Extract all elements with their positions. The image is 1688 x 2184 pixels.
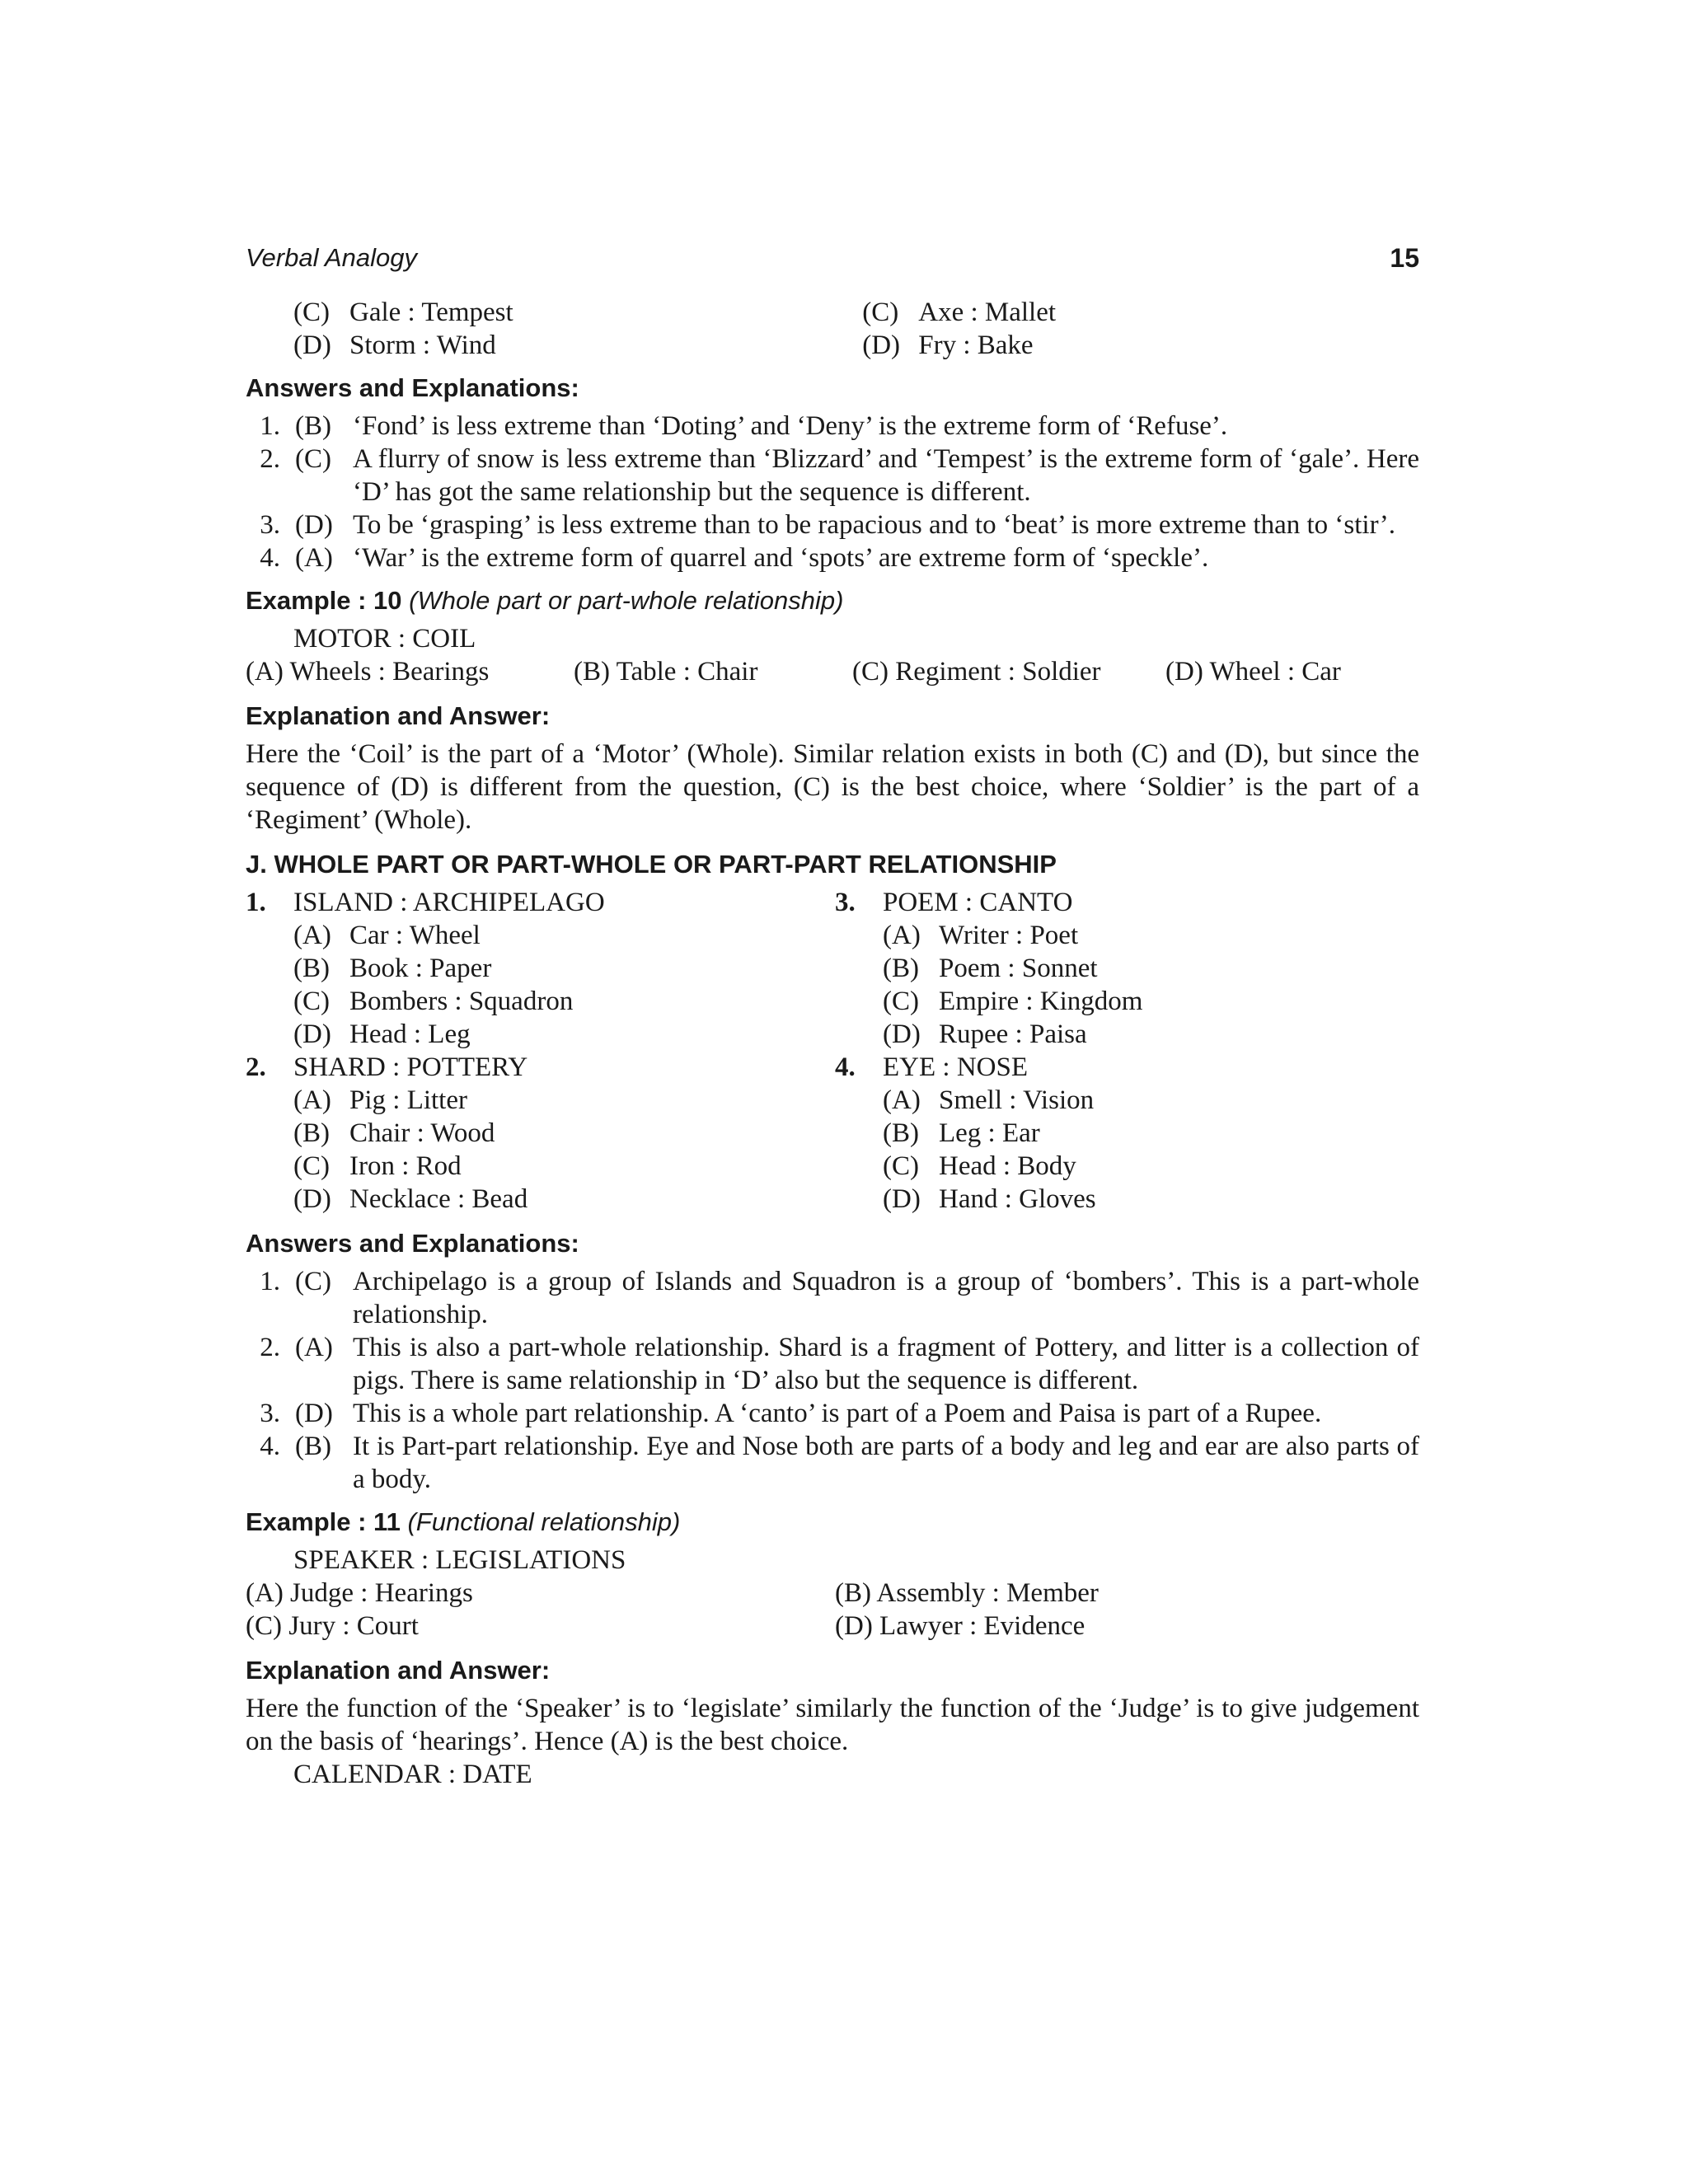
answers-heading: Answers and Explanations: (246, 373, 579, 402)
answer-item: 1. (C) Archipelago is a group of Islands and Squadron is a group of ‘bombers’. This is a part-whole relationship. (260, 1267, 1419, 1329)
option: (D) Storm : Wind (293, 330, 496, 360)
option: (B) Assembly : Member (835, 1578, 1099, 1608)
answer-item: 2. (C) A flurry of snow is less extreme than ‘Blizzard’ and ‘Tempest’ is the extreme form of ‘gale’. Here ‘D’ has got the same relationship but the sequence is different. (260, 444, 1419, 507)
explanation-text: Here the function of the ‘Speaker’ is to ‘legislate’ similarly the function of the ‘Judge’ is to give judgement on the basis of ‘hearings’. Hence (A) is the best choice. (246, 1694, 1419, 1756)
example-stem: SPEAKER : LEGISLATIONS (293, 1545, 626, 1575)
example-heading: Example : 11 (Functional relationship) (246, 1507, 681, 1536)
page (246, 235, 1419, 1791)
answer-item: 2. (A) This is also a part-whole relationship. Shard is a fragment of Pottery, and litter is a collection of pigs. There is same relationship in ‘D’ also but the sequence is different. (260, 1333, 1419, 1395)
section-title: J. WHOLE PART OR PART-WHOLE OR PART-PART RELATIONSHIP (246, 850, 1057, 879)
page-header (246, 235, 1419, 284)
option: (C) Iron : Rod (293, 1151, 462, 1181)
option: (D) Head : Leg (293, 1019, 471, 1049)
question-4: 4. EYE : NOSE (835, 1052, 1028, 1082)
prev-options-left (246, 296, 862, 362)
answers-list (246, 1265, 1419, 1496)
option: (D) Fry : Bake (862, 330, 1034, 360)
option: (B) Chair : Wood (293, 1118, 495, 1148)
option: (C) Empire : Kingdom (883, 987, 1143, 1016)
example-stem: MOTOR : COIL (293, 624, 476, 654)
option: (B) Book : Paper (293, 954, 492, 983)
question-grid (246, 886, 1419, 1216)
example-options (246, 655, 1419, 688)
question-column-right (835, 886, 1412, 1216)
option: (C) Bombers : Squadron (293, 987, 574, 1016)
option: (C) Head : Body (883, 1151, 1076, 1181)
option: (B) Leg : Ear (883, 1118, 1040, 1148)
option: (A) Smell : Vision (883, 1085, 1095, 1115)
option: (D) Lawyer : Evidence (835, 1611, 1085, 1641)
answer-item: 3. (D) This is a whole part relationship. A ‘canto’ is part of a Poem and Paisa is part of a Rupee. (260, 1399, 1322, 1428)
answer-item: 4. (B) It is Part-part relationship. Eye and Nose both are parts of a body and leg and ear are also parts of a body. (260, 1432, 1419, 1494)
option: (C) Regiment : Soldier (852, 657, 1101, 687)
option: (C) Jury : Court (246, 1611, 419, 1641)
option: (D) Hand : Gloves (883, 1184, 1096, 1214)
page-number: 15 (1390, 243, 1419, 273)
option: (C) Gale : Tempest (293, 298, 513, 327)
option: (D) Rupee : Paisa (883, 1019, 1087, 1049)
answers-heading: Answers and Explanations: (246, 1229, 579, 1258)
explanation-heading: Explanation and Answer: (246, 1656, 551, 1685)
answer-item: 3. (D) To be ‘grasping’ is less extreme than to be rapacious and to ‘beat’ is more extreme than to ‘stir’. (260, 510, 1396, 540)
prev-options (246, 296, 1419, 362)
answers-list (246, 410, 1419, 574)
next-example-stem: CALENDAR : DATE (293, 1760, 532, 1789)
option: (A) Writer : Poet (883, 921, 1079, 950)
option: (A) Wheels : Bearings (246, 657, 490, 687)
option: (B) Poem : Sonnet (883, 954, 1098, 983)
answer-item: 4. (A) ‘War’ is the extreme form of quarrel and ‘spots’ are extreme form of ‘speckle’. (260, 543, 1209, 573)
answer-item: 1. (B) ‘Fond’ is less extreme than ‘Doting’ and ‘Deny’ is the extreme form of ‘Refuse’. (260, 411, 1228, 441)
option: (B) Table : Chair (574, 657, 758, 687)
prev-options-right (862, 296, 1419, 362)
explanation-heading: Explanation and Answer: (246, 701, 551, 730)
option: (A) Pig : Litter (293, 1085, 467, 1115)
example-heading: Example : 10 (Whole part or part-whole relationship) (246, 586, 844, 615)
question-3: 3. POEM : CANTO (835, 888, 1073, 917)
example-options (246, 1577, 1419, 1643)
question-2: 2. SHARD : POTTERY (246, 1052, 528, 1082)
option: (C) Axe : Mallet (862, 298, 1057, 327)
option: (D) Wheel : Car (1165, 657, 1341, 687)
question-column-left (246, 886, 835, 1216)
option: (A) Judge : Hearings (246, 1578, 473, 1608)
explanation-text: Here the ‘Coil’ is the part of a ‘Motor’ (Whole). Similar relation exists in both (C) and (D), but since the sequence of (D) is different from the question, (C) is the best choice, where ‘Soldier’ is the part of a ‘Regiment’ (Whole). (246, 739, 1419, 835)
option: (D) Necklace : Bead (293, 1184, 528, 1214)
question-1: 1. ISLAND : ARCHIPELAGO (246, 888, 605, 917)
option: (A) Car : Wheel (293, 921, 481, 950)
running-title: Verbal Analogy (246, 243, 417, 272)
